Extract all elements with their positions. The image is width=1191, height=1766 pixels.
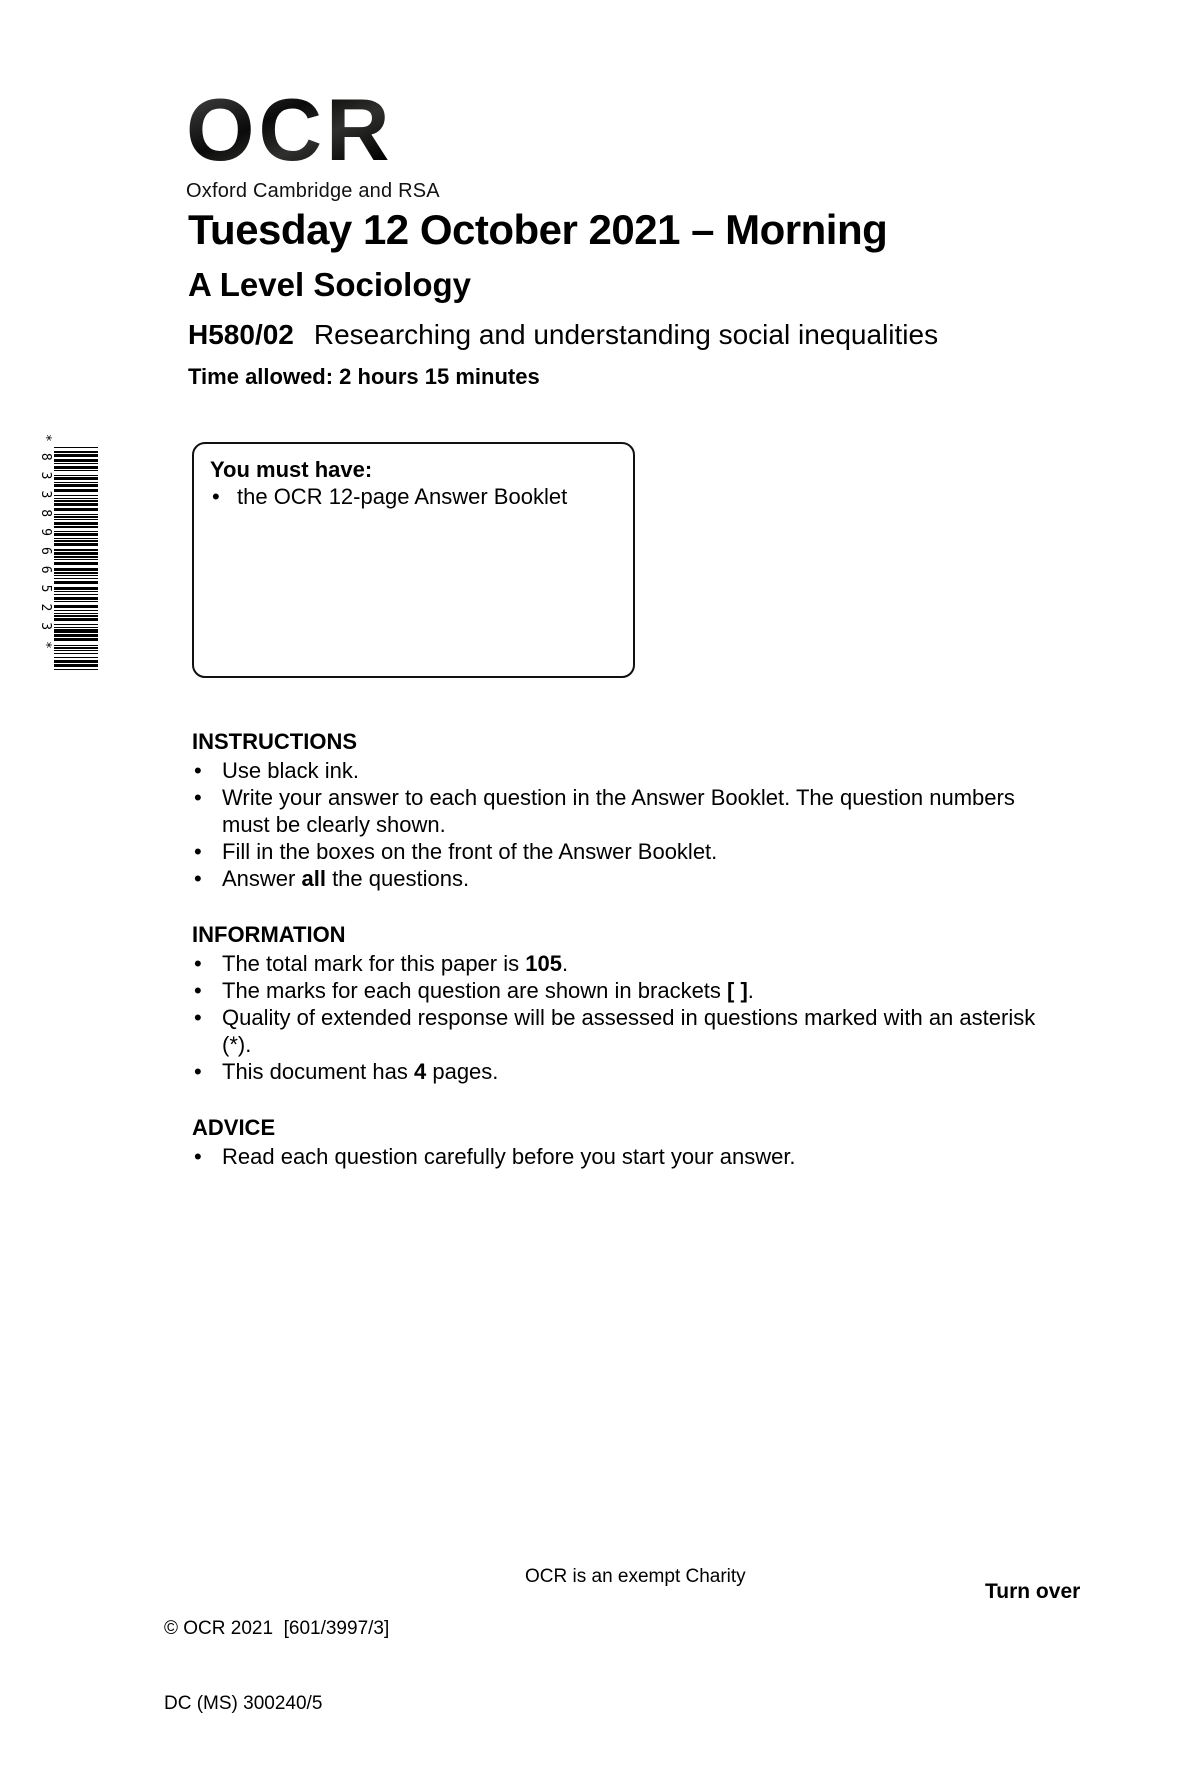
ocr-logo-text: OCR xyxy=(186,86,440,174)
barcode xyxy=(36,434,106,694)
text-segment: Quality of extended response will be assessed in questions marked with an asterisk (*). xyxy=(222,1005,1042,1057)
bullet-list xyxy=(192,1143,1062,1170)
bullet-list xyxy=(192,757,1062,892)
turn-over-label: Turn over xyxy=(985,1580,1081,1603)
bullet-text xyxy=(222,951,568,976)
must-have-list xyxy=(210,483,617,510)
text-segment: Answer xyxy=(222,866,302,891)
text-segment: 4 xyxy=(413,1059,427,1084)
bullet-item xyxy=(192,757,1062,784)
footer-charity-note: OCR is an exempt Charity xyxy=(525,1566,746,1587)
exam-date-title: Tuesday 12 October 2021 – Morning xyxy=(188,206,888,253)
text-segment: Read each question carefully before you start your answer. xyxy=(222,1144,796,1169)
footer-dc-code: DC (MS) 300240/5 xyxy=(164,1693,323,1714)
paper-title: Researching and understanding social inequalities xyxy=(313,319,939,350)
bullet-item xyxy=(192,1143,1062,1170)
bullet-text xyxy=(222,1144,796,1169)
bullet-text xyxy=(222,866,469,891)
barcode-bars-icon xyxy=(54,447,98,676)
time-allowed: Time allowed: 2 hours 15 minutes xyxy=(188,364,540,389)
bullet-text xyxy=(222,1059,498,1084)
text-segment: Write your answer to each question in the Answer Booklet. The question numbers must be clearly shown. xyxy=(222,785,1021,837)
section-heading: INFORMATION xyxy=(192,922,346,947)
text-segment: 105 xyxy=(525,951,562,976)
bullet-text xyxy=(222,758,359,783)
bullet-icon: • xyxy=(194,1059,202,1084)
qualification-title: A Level Sociology xyxy=(188,266,472,303)
bullet-item xyxy=(192,977,1062,1004)
paper-title-line xyxy=(188,319,938,351)
text-segment: Use black ink. xyxy=(222,758,359,783)
bullet-icon: • xyxy=(194,785,202,810)
text-segment: The marks for each question are shown in brackets xyxy=(222,978,728,1003)
barcode-label: *8338966523* xyxy=(38,434,53,660)
must-have-item xyxy=(210,483,617,510)
ocr-logo-subtitle: Oxford Cambridge and RSA xyxy=(186,180,440,202)
sections xyxy=(192,728,1062,1170)
bullet-icon: • xyxy=(194,1144,202,1169)
bullet-icon: • xyxy=(194,1005,202,1030)
footer-imprint xyxy=(164,1566,389,1766)
ocr-logo xyxy=(186,80,440,203)
text-segment: The total mark for this paper is xyxy=(222,951,526,976)
bullet-text xyxy=(222,785,1021,837)
bullet-icon: • xyxy=(194,951,202,976)
bullet-item xyxy=(192,1004,1062,1058)
text-segment: all xyxy=(301,866,326,891)
bullet-icon: • xyxy=(194,839,202,864)
bullet-item xyxy=(192,1058,1062,1085)
bullet-icon: • xyxy=(194,978,202,1003)
section-heading: INSTRUCTIONS xyxy=(192,729,357,754)
barcode-stripe xyxy=(54,670,98,671)
text-segment: This document has xyxy=(222,1059,414,1084)
bullet-icon: • xyxy=(212,484,220,509)
bullet-text xyxy=(222,1005,1041,1057)
paper-code: H580/02 xyxy=(188,319,294,350)
bullet-item xyxy=(192,838,1062,865)
text-segment: Fill in the boxes on the front of the Answer Booklet. xyxy=(222,839,718,864)
bullet-icon: • xyxy=(194,866,202,891)
section-heading: ADVICE xyxy=(192,1115,276,1140)
bullet-text xyxy=(222,978,754,1003)
bullet-item xyxy=(192,950,1062,977)
footer-copyright: © OCR 2021 [601/3997/3] xyxy=(164,1618,390,1639)
text-segment: the questions. xyxy=(325,866,470,891)
text-segment: [ ] xyxy=(727,978,748,1003)
bullet-text xyxy=(222,839,717,864)
text-segment: . xyxy=(747,978,754,1003)
bullet-item xyxy=(192,865,1062,892)
text-segment: pages. xyxy=(426,1059,499,1084)
must-have-item-text: the OCR 12-page Answer Booklet xyxy=(237,484,568,509)
bullet-item xyxy=(192,784,1062,838)
must-have-heading: You must have: xyxy=(210,457,373,482)
bullet-icon: • xyxy=(194,758,202,783)
must-have-box xyxy=(192,442,635,678)
bullet-list xyxy=(192,950,1062,1085)
text-segment: . xyxy=(561,951,569,976)
